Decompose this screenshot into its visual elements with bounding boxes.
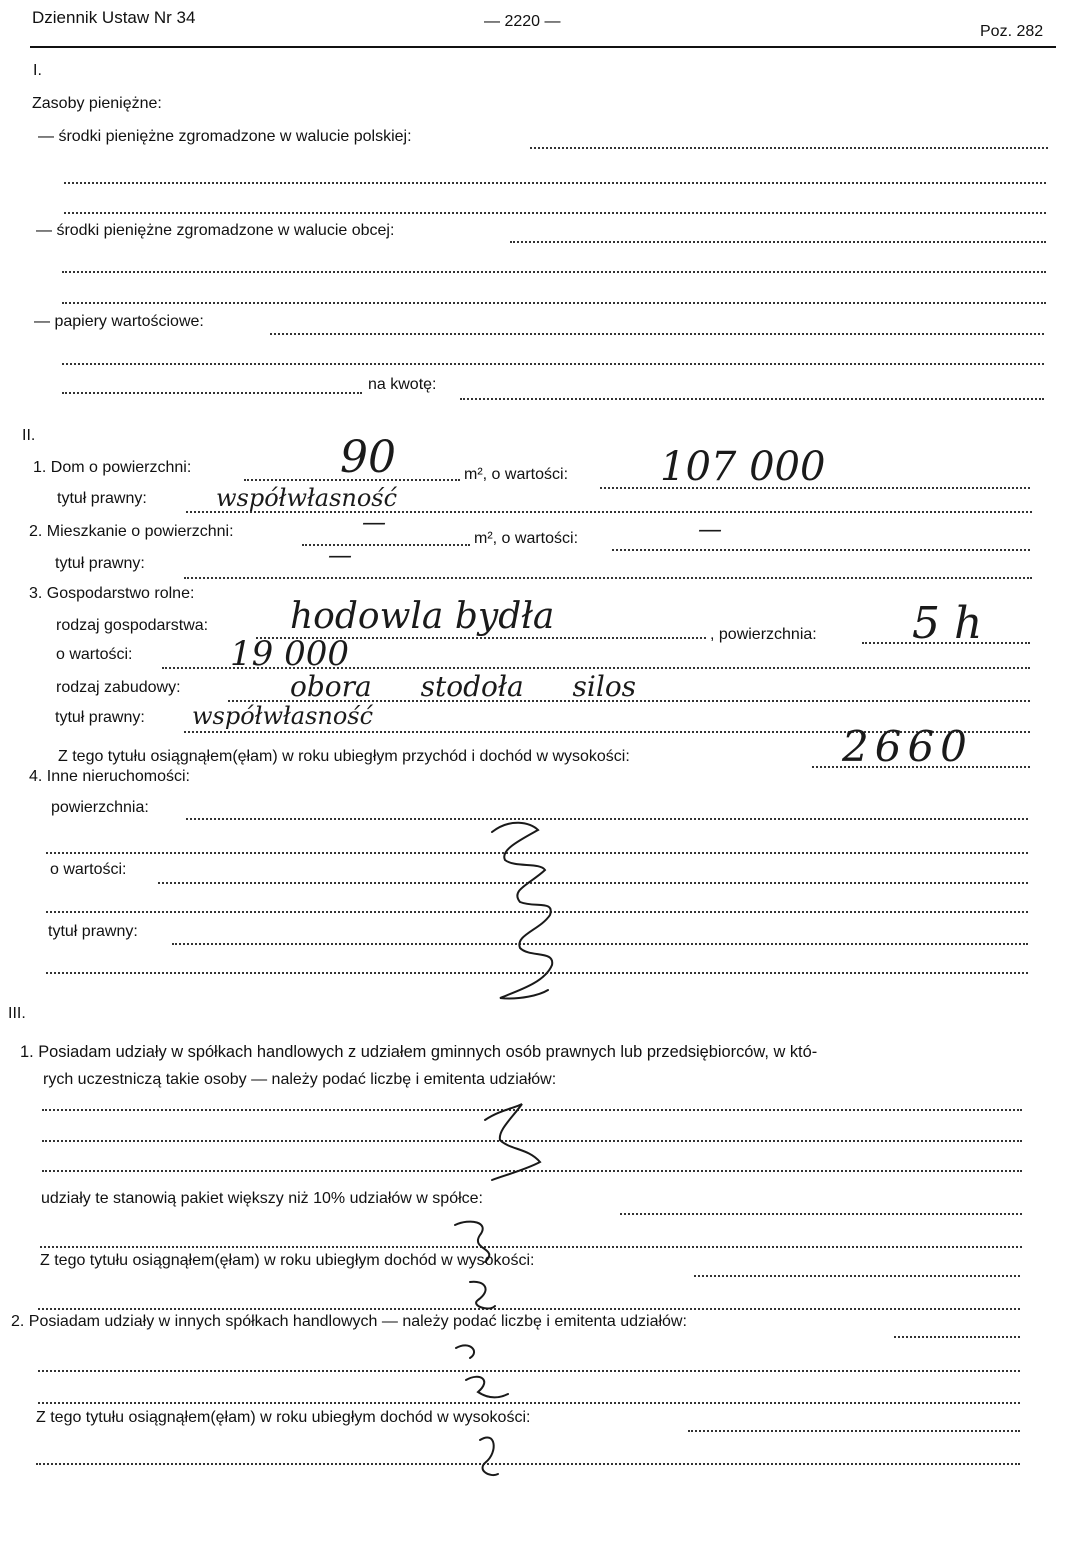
signature-mark-1	[492, 823, 552, 999]
other-shares-income-label: Z tego tytułu osiągnąłem(ęłam) w roku ubiegłym dochód w wysokości:	[36, 1409, 531, 1426]
flat-area-value: —	[362, 508, 386, 536]
signature-mark-4	[456, 1345, 508, 1397]
pln-funds-label: — środki pieniężne zgromadzone w walucie polskiej:	[38, 128, 412, 145]
farm-value-value: 19 000	[230, 634, 349, 674]
flat-title-value: —	[328, 541, 352, 569]
section-1-numeral: I.	[33, 62, 42, 79]
page-number: — 2220 —	[484, 13, 561, 30]
other-area-label: powierzchnia:	[51, 799, 149, 816]
other-title-label: tytuł prawny:	[48, 923, 138, 940]
section-3-numeral: III.	[8, 1005, 26, 1022]
farm-type-label: rodzaj gospodarstwa:	[56, 617, 209, 634]
other-value-label: o wartości:	[50, 861, 127, 878]
farm-buildings-label: rodzaj zabudowy:	[56, 679, 181, 696]
house-value-value: 107 000	[660, 444, 826, 490]
other-shares-label: 2. Posiadam udziały w innych spółkach handlowych — należy podać liczbę i emitenta udziałów:	[11, 1313, 687, 1330]
house-unit-label: m², o wartości:	[464, 466, 569, 483]
farm-income-label: Z tego tytułu osiągnąłem(ęłam) w roku ubiegłym przychód i dochód w wysokości:	[58, 748, 630, 765]
house-title-label: tytuł prawny:	[57, 490, 147, 507]
farm-area-value: 5 h	[912, 598, 983, 649]
foreign-funds-label: — środki pieniężne zgromadzone w walucie obcej:	[36, 222, 395, 239]
flat-label: 2. Mieszkanie o powierzchni:	[29, 523, 234, 540]
journal-title: Dziennik Ustaw Nr 34	[32, 8, 196, 27]
securities-label: — papiery wartościowe:	[34, 313, 204, 330]
farm-buildings-value: obora stodoła silos	[290, 670, 637, 703]
position-number: Poz. 282	[980, 23, 1044, 40]
house-area-value: 90	[340, 432, 396, 483]
shares-municipal-label-1: 1. Posiadam udziały w spółkach handlowych z udziałem gminnych osób prawnych lub przedsiębiorców, w któ-	[20, 1043, 818, 1061]
house-label: 1. Dom o powierzchni:	[33, 459, 192, 476]
farm-label: 3. Gospodarstwo rolne:	[29, 585, 195, 602]
flat-unit-label: m², o wartości:	[474, 530, 579, 547]
house-title-value: współwłasność	[216, 484, 398, 512]
other-property-label: 4. Inne nieruchomości:	[29, 768, 190, 785]
amount-label: na kwotę:	[368, 376, 437, 393]
farm-title-label: tytuł prawny:	[55, 709, 145, 726]
shares-income-label: Z tego tytułu osiągnąłem(ęłam) w roku ubiegłym dochód w wysokości:	[40, 1252, 535, 1269]
farm-area-label: , powierzchnia:	[710, 626, 817, 643]
farm-title-value: współwłasność	[192, 702, 374, 730]
signature-mark-5	[480, 1437, 498, 1475]
farm-income-value: 2660	[842, 722, 973, 771]
farm-value-label: o wartości:	[56, 646, 133, 663]
signature-mark-2	[485, 1104, 540, 1180]
stake-label: udziały te stanowią pakiet większy niż 10% udziałów w spółce:	[41, 1190, 483, 1207]
shares-municipal-label-2: rych uczestniczą takie osoby — należy podać liczbę i emitenta udziałów:	[43, 1071, 557, 1088]
flat-value-value: —	[698, 515, 722, 543]
farm-type-value: hodowla bydła	[290, 596, 555, 637]
section-2-numeral: II.	[22, 427, 36, 444]
section-1-heading: Zasoby pieniężne:	[32, 95, 162, 112]
flat-title-label: tytuł prawny:	[55, 555, 145, 572]
signature-mark-3	[455, 1222, 495, 1309]
